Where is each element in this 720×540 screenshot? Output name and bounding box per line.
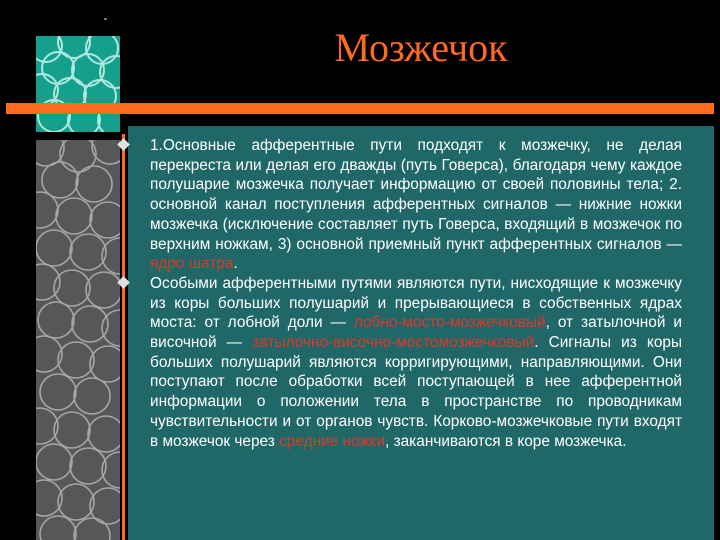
bullet-text: . Сигналы из коры больших полушарий являются корригирующими, направляющими. Они поступают после обработки всей поступающей в нее афферентной информации о положении тела в пространстве по проводникам чувствительности и от органов чувств. Корково-мозжечковые пути входят в мозжечок через (150, 334, 683, 450)
decorative-circles-teal (36, 36, 120, 132)
bullet-text: , заканчиваются в коре мозжечка. (385, 432, 627, 450)
highlighted-term: средние ножки (279, 432, 386, 450)
bullet-text: Особыми афферентными путями являются пути, нисходящие к мозжечку из коры больших полушарий и прерывающиеся в собственных ядрах моста: от лобной доли — (150, 274, 682, 332)
bullet-item (150, 274, 682, 451)
highlighted-term: затылочно-височно-мостомозжечковый (252, 334, 535, 352)
bullet-text: . (233, 255, 238, 273)
vertical-accent-line (122, 134, 125, 540)
highlighted-term: лобно-мосто-мозжечковый (353, 314, 546, 332)
highlighted-term: ядро шатра (150, 255, 234, 273)
bullet-item (150, 136, 682, 274)
bullet-list (150, 136, 682, 451)
bullet-text: , от затылочной и височной — (150, 314, 682, 352)
decorative-circles-gray (36, 140, 120, 540)
decorative-dot (104, 18, 107, 20)
title-underline-bar (6, 103, 714, 114)
bullet-text: 1.Основные афферентные пути подходят к мозжечку, не делая перекреста или делая его дважды (путь Говерса), благодаря чему каждое полушарие мозжечка получает информацию от своей половины тела; 2. основной канал поступления афферентных сигналов — нижние ножки мозжечка (исключение составляет путь Говерса, входящий в мозжечок по верхним ножкам, 3) основной приемный пункт афферентных сигналов — (150, 137, 682, 253)
slide-title: Мозжечок (334, 25, 508, 70)
